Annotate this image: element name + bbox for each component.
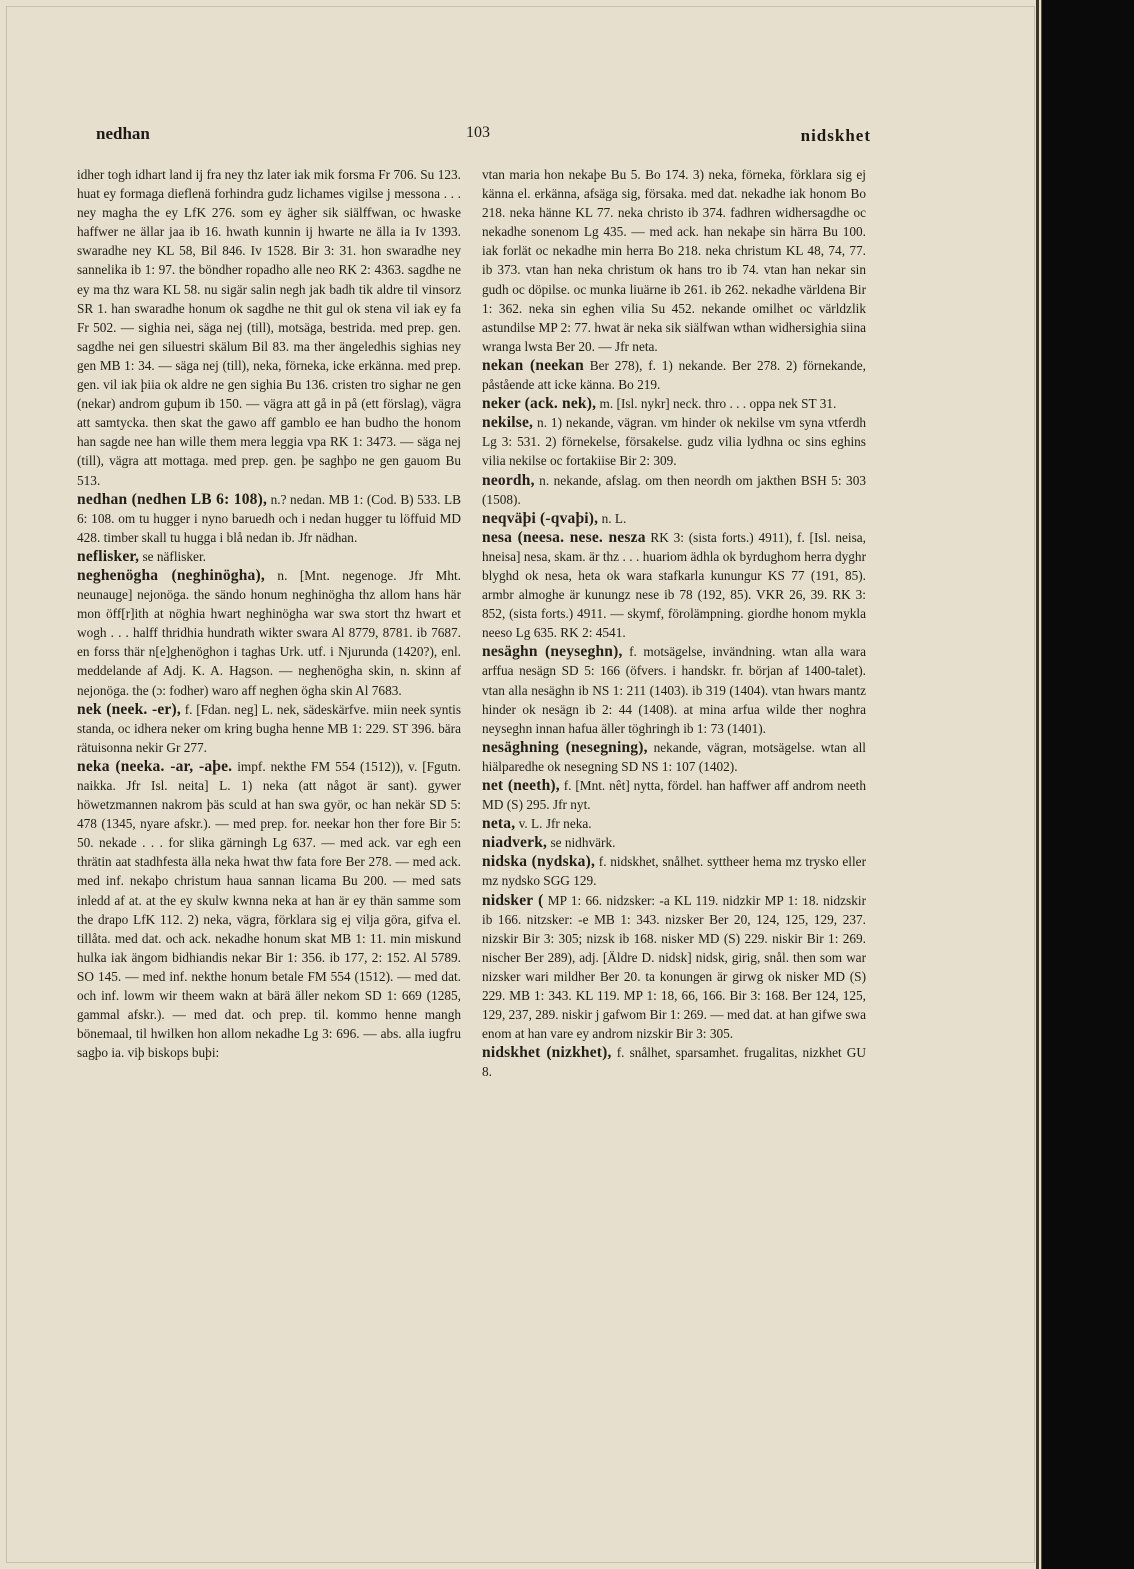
headword: nedhan (nedhen LB 6: 108),: [77, 490, 268, 508]
entry-nesaghning: [482, 738, 866, 776]
entry-nesaghn: [482, 642, 866, 737]
page-edge: [1036, 0, 1039, 1569]
entry-niadverk: [482, 833, 866, 852]
entry-nedhan: [77, 490, 461, 547]
headword: nesa (neesa. nese. nesza: [482, 528, 646, 546]
entry-nek: [77, 700, 461, 757]
entry-neflisker: [77, 547, 461, 566]
headword: nek (neek. -er),: [77, 700, 181, 718]
headword: neka (neeka. -ar, -aþe.: [77, 757, 233, 775]
headword: nidska (nydska),: [482, 853, 596, 871]
entry-neka: [77, 757, 461, 1063]
left-column: [77, 165, 461, 1062]
entry-body: f. motsägelse, invändning. wtan alla wara arffua nesägn SD 5: 166 (öfvers. i handskr. fr. början af 1400-talet). vtan alla nesäghn ib NS 1: 211 (1403). ib 319 (1404). vtan hwars mantz hinder ok nesägn ib 2: 44 (1408). at mina arfua wilde ther noghra neyseghn innan hafua äller töghringh ib 1: 73 (1401).: [482, 644, 866, 736]
entry-body: n. L.: [601, 510, 627, 526]
entry-body: vtan maria hon nekaþe Bu 5. Bo 174. 3) neka, förneka, förklara sig ej känna el. erkänna, afsäga sig, försaka. med dat. nekadhe iak honom Bo 218. neka hänne KL 77. neka christo ib 374. fadhren widhersagdhe oc nekadhe sonenom Lg 435. — med ack. han nekaþe sin härra Bu 100. iak forlät oc nekadhe min herra Bo 218. neka christum KL 48, 74, 77. ib 373. vtan han neka christum ok hans tro ib 74. vtan han nekar sin gudh oc döpilse. oc munka liuärne ib 261. ib 262. nekadhe världena Bir 1: 362. neka sin eghen vilia Su 452. nekande omilhet oc världzlik astundilse MP 2: 77. hwat är neka sik siälfwan wthan widhersighia siina wranga lwsta Ber 20. — Jfr neta.: [482, 167, 866, 354]
entry-body: se nidhvärk.: [550, 835, 616, 851]
entry-continuation: [482, 165, 866, 356]
headword: neker (ack. nek),: [482, 395, 597, 413]
headword: neta,: [482, 815, 516, 833]
entry-continuation: [77, 165, 461, 490]
entry-body: RK 3: (sista forts.) 4911), f. [Isl. neisa, hneisa] nesa, skam. är thz . . . huariom ädhla ok byrdughom herra dyghr blyghd ok nesa, heta ok wara stafkarla kunungur KS 77 (191, 85). armbr almoghe är kunungz nese ib 78 (192, 85). VKR 26, 39. RK 3: 852, (sista forts.) 4911. — skymf, förolämpning. giordhe honom mykla neeso Lg 635. RK 2: 4541.: [482, 529, 867, 641]
entry-body: n.? nedan. MB 1: (Cod. B) 533. LB 6: 108. om tu hugger i nyno baruedh och i nedan hugger tu löffuid MD 428. timber skall tu hugga i blå nedan ib. Jfr nädhan.: [77, 491, 461, 545]
entry-body: se näflisker.: [142, 548, 206, 564]
entry-neker: [482, 394, 866, 413]
headword: nesäghning (nesegning),: [482, 738, 648, 756]
entry-neta: [482, 814, 866, 833]
header-guide-word-right: nidskhet: [800, 126, 871, 145]
headword: niadverk,: [482, 834, 548, 852]
headword: nesäghn (neyseghn),: [482, 643, 623, 661]
entry-body: n. 1) nekande, vägran. vm hinder ok nekilse vm syna vtferdh Lg 3: 531. 2) förnekelse, försakelse. gudz vilia lydhna oc sins eghins vilia nekilse oc fortakiise Bir 2: 309.: [482, 415, 866, 469]
entry-body: impf. nekthe FM 554 (1512)), v. [Fgutn. naikka. Jfr Isl. neita] L. 1) neka (att något är sant). gywer höwetzmannen nakrom þäs sculd at han swa györ, oc han nekär SD 5: 478 (1345, nyare afskr.). — med prep. for. neekar hon ther fore Bir 5: 50. nekade . . . for slika gärningh Lg 637. — med ack. var egh een thrätin aat stadhfesta älla neka hwat thw fata fore Ber 278. — med ack. med inf. nekaþo christum haua sannan licama Bu 200. — med sats inledd af at. at the ey skulw kwnna neka at han är ey thän samme som the drapo LfK 112. 2) neka, vägra, förklara sig ej vilja göra, gifva el. tillåta. med dat. och ack. nekadhe honum skat MB 1: 11. min miskund hulka iak ängom bidhiandis nekar Bir 1: 356. ib 177, 2: 152. Al 5789. SO 145. — med inf. nekthe honum betale FM 554 (1512). — med dat. och inf. lowm wir theem wakn at bärä äller nekom SD 1: 669 (1285, gammal afskr.). — med dat. och prep. til. kommo henne mangh bönemaal, til hwilken hon allom nekadhe Lg 3: 696. — abs. alla iugfru sagþo ia. viþ biskops buþi:: [77, 758, 461, 1061]
headword: neqväþi (-qvaþi),: [482, 509, 599, 527]
entry-nidsker: [482, 891, 866, 1044]
entry-body: n. nekande, afslag. om then neordh om jakthen BSH 5: 303 (1508).: [482, 472, 866, 507]
headword: net (neeth),: [482, 777, 560, 794]
entry-neqvathi: [482, 509, 866, 528]
entry-nekilse: [482, 413, 866, 470]
entry-nekan: [482, 356, 866, 394]
entry-body: m. [Isl. nykr] neck. thro . . . oppa nek ST 31.: [599, 396, 837, 412]
headword: neflisker,: [77, 547, 140, 565]
entry-body: f. snålhet, sparsamhet. frugalitas, nizkhet GU 8.: [482, 1045, 866, 1080]
headword: nekan (neekan: [482, 356, 584, 374]
entry-body: idher togh idhart land ij fra ney thz later iak mik forsma Fr 706. Su 123. huat ey formaga dieflenä forhindra gudz lichames vigilse j messona . . . ney magha the ey LfK 276. som ey ägher sik siälffwan, oc hwaske haffwer ne ällar jaa ib 16. hwath kunnin ij hwarte ne älla ia Iv 1393. swaradhe ney KL 58, Bil 846. Iv 1528. Bir 3: 31. hon swaradhe ney sannelika ib 1: 97. the böndher ropadho alle neo RK 2: 4363. sagdhe ne ey ma thz wara KL 58. nu sigär salin negh jak badh tik aldre til vinsorz SR 1. han swaradhe honum ok sagdhe ne thit gul ok stena vil iak ey fa Fr 502. — sighia nei, säga nej (till), motsäga, bestrida. med prep. gen. sagdhe nei gen siluestri skälum Bil 83. ma ther ängeledhis sighias ney gen MB 1: 34. — säga nej (till), neka, förneka, icke erkänna. med prep. gen. vil iak þiia ok aldre ne gen sighia Bu 136. cristen tro sighar ne gen (nekar) androm guþum ib 150. — vägra att gå in på (ett förslag), vägra att samtycka. then skat the gawo aff gamblo ee han budho the honom han sagde nee han wille them mera leggia vpa RK 1: 3473. — säga nej (till), vägra att mottaga. med prep. gen. þe saghþo ne gen gauom Bu 513.: [77, 167, 461, 488]
header-guide-word-left: nedhan: [96, 124, 150, 143]
right-column: [482, 165, 866, 1082]
entry-body: n. [Mnt. negenoge. Jfr Mht. neunauge] nejonöga. the sändo honum neghinögha thz allom hans här mon öff[r]ith at nöghia hwart neghinögha war swa stort thz hwart et wogh . . . halff thridhia hundrath wikter swara Al 8779, 8781. ib 7687. en forss thär n[e]ghenöghon i taghas Urk. utf. i Njurunda (1420?), enl. meddelande af Adj. K. A. Hagson. — neghenögha skin, n. skinn af nejonöga. the (ɔ: fodher) waro aff neghen ögha skin Al 7683.: [77, 567, 461, 698]
entry-nesa: [482, 528, 866, 643]
headword: nidsker (: [482, 891, 544, 909]
headword: nekilse,: [482, 414, 534, 432]
headword: nidskhet (nizkhet),: [482, 1044, 612, 1062]
entry-neordh: [482, 471, 866, 509]
entry-body: f. [Mnt. nêt] nytta, fördel. han haffwer aff androm neeth MD (S) 295. Jfr nyt.: [482, 778, 867, 813]
headword: neghenögha (neghinögha),: [77, 566, 265, 584]
page-header: [96, 124, 871, 148]
entry-body: f. [Fdan. neg] L. nek, sädeskärfve. miin neek syntis standa, oc idhera neker om kring bugha henne MB 1: 229. ST 396. bära rätuisonna nekir Gr 277.: [77, 701, 461, 755]
entry-body: nekande, vägran, motsägelse. wtan all hiälparedhe ok nesegning SD NS 1: 107 (1402).: [482, 739, 866, 774]
entry-body: MP 1: 66. nidzsker: -a KL 119. nidzkir MP 1: 18. nidzskir ib 166. nitzsker: -e MB 1: 343. nizsker Ber 20, 124, 125, 129, 237. nizskir Bir 3: 305; nizsk ib 168. nisker MD (S) 229. niskir Bir 1: 269. nischer Ber 289), adj. [Äldre D. nidsk] nidsk, girig, snål. then som war nizsker wari mildher Ber 20. ta konungen är girwg ok nisker MD (S) 229. MB 1: 343. KL 119. MP 1: 18, 66, 166. Bir 3: 168. Ber 124, 125, 129, 237, 289. niskir j gafwom Bir 1: 269. — med dat. at han gifwe swa enom at han vare ey androm nizskir Bir 3: 305.: [482, 892, 867, 1042]
entry-body: f. nidskhet, snålhet. syttheer hema mz trysko eller mz nydsko SGG 129.: [482, 854, 866, 889]
entry-nidska: [482, 852, 866, 890]
headword: neordh,: [482, 471, 535, 489]
entry-nidskhet: [482, 1043, 866, 1081]
entry-body: v. L. Jfr neka.: [518, 816, 592, 832]
entry-net: [482, 776, 866, 814]
entry-body: Ber 278), f. 1) nekande. Ber 278. 2) förnekande, påstående att icke känna. Bo 219.: [482, 357, 866, 393]
entry-neghenogha: [77, 566, 461, 700]
page-number: 103: [466, 124, 490, 141]
